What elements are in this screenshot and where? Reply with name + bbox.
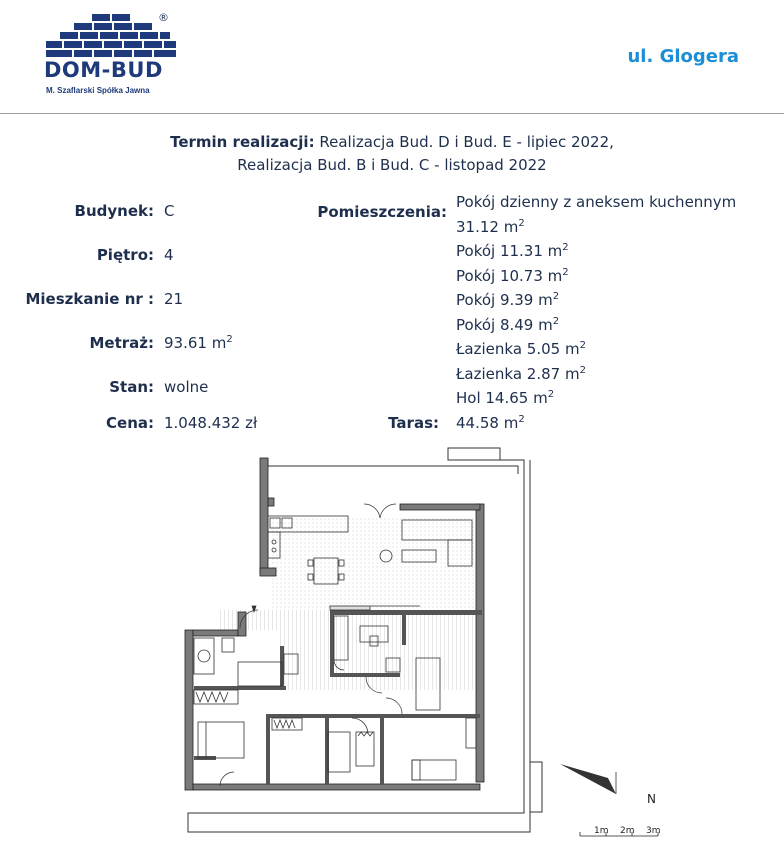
- room-item: Pokój 10.73 $m^2$: [456, 266, 569, 285]
- room-item: Hol 14.65 $m^2$: [456, 389, 555, 407]
- floor-label: Piętro:: [96, 246, 154, 264]
- rooms-label: Pomieszczenia:: [317, 203, 447, 221]
- building-label: Budynek:: [74, 202, 154, 220]
- north-label: N: [647, 792, 656, 806]
- term-label: Termin realizacji:: [170, 133, 315, 151]
- floor-value: 4: [164, 246, 174, 264]
- term-line1: Realizacja Bud. D i Bud. E - lipiec 2022,: [319, 133, 614, 151]
- room-item: Łazienka 2.87 $m^2$: [456, 364, 586, 383]
- room-item: Pokój 11.31 $m^2$: [456, 242, 569, 260]
- apartment-value: 21: [164, 290, 184, 308]
- term-line2: Realizacja Bud. B i Bud. C - listopad 2022: [237, 156, 547, 174]
- status-value: wolne: [164, 378, 209, 396]
- completion-term: [0, 131, 784, 177]
- room-item: Pokój 9.39 $m^2$: [456, 291, 560, 309]
- room-item: Pokój dzienny z aneksem kuchennym: [456, 193, 737, 211]
- room-item: Pokój 8.49 $m^2$: [456, 315, 560, 334]
- terrace-value: 44.58 $m^2$: [456, 414, 525, 432]
- building-value: C: [164, 202, 175, 220]
- brand-name: DOM-BUD: [44, 58, 163, 82]
- scale-label: 1m: [594, 826, 609, 836]
- price-label: Cena:: [106, 414, 154, 432]
- header-divider: [0, 113, 784, 114]
- terrace-label: Taras:: [388, 414, 439, 432]
- north-arrow-icon: [560, 764, 616, 794]
- scale-label: 3m: [646, 826, 661, 836]
- room-item-area: 31.12 $m^2$: [456, 217, 525, 236]
- brand-subtitle: M. Szaflarski Spółka Jawna: [46, 86, 150, 95]
- room-item: Łazienka 5.05 $m^2$: [456, 340, 586, 358]
- rooms-list: [456, 190, 736, 411]
- bedroom-3: [328, 718, 374, 772]
- apartment-label: Mieszkanie nr :: [25, 290, 154, 308]
- registered-mark: ®: [158, 11, 169, 24]
- scale-label: 2m: [620, 826, 635, 836]
- apartment-floor: [200, 518, 480, 780]
- area-value: 93.61 $m^2$: [164, 334, 233, 352]
- street-name: ul. Glogera: [627, 46, 739, 67]
- price-value: 1.048.432 zł: [164, 414, 258, 432]
- status-label: Stan:: [109, 378, 154, 396]
- floor-plan: [180, 446, 680, 842]
- area-label: Metraż:: [89, 334, 154, 352]
